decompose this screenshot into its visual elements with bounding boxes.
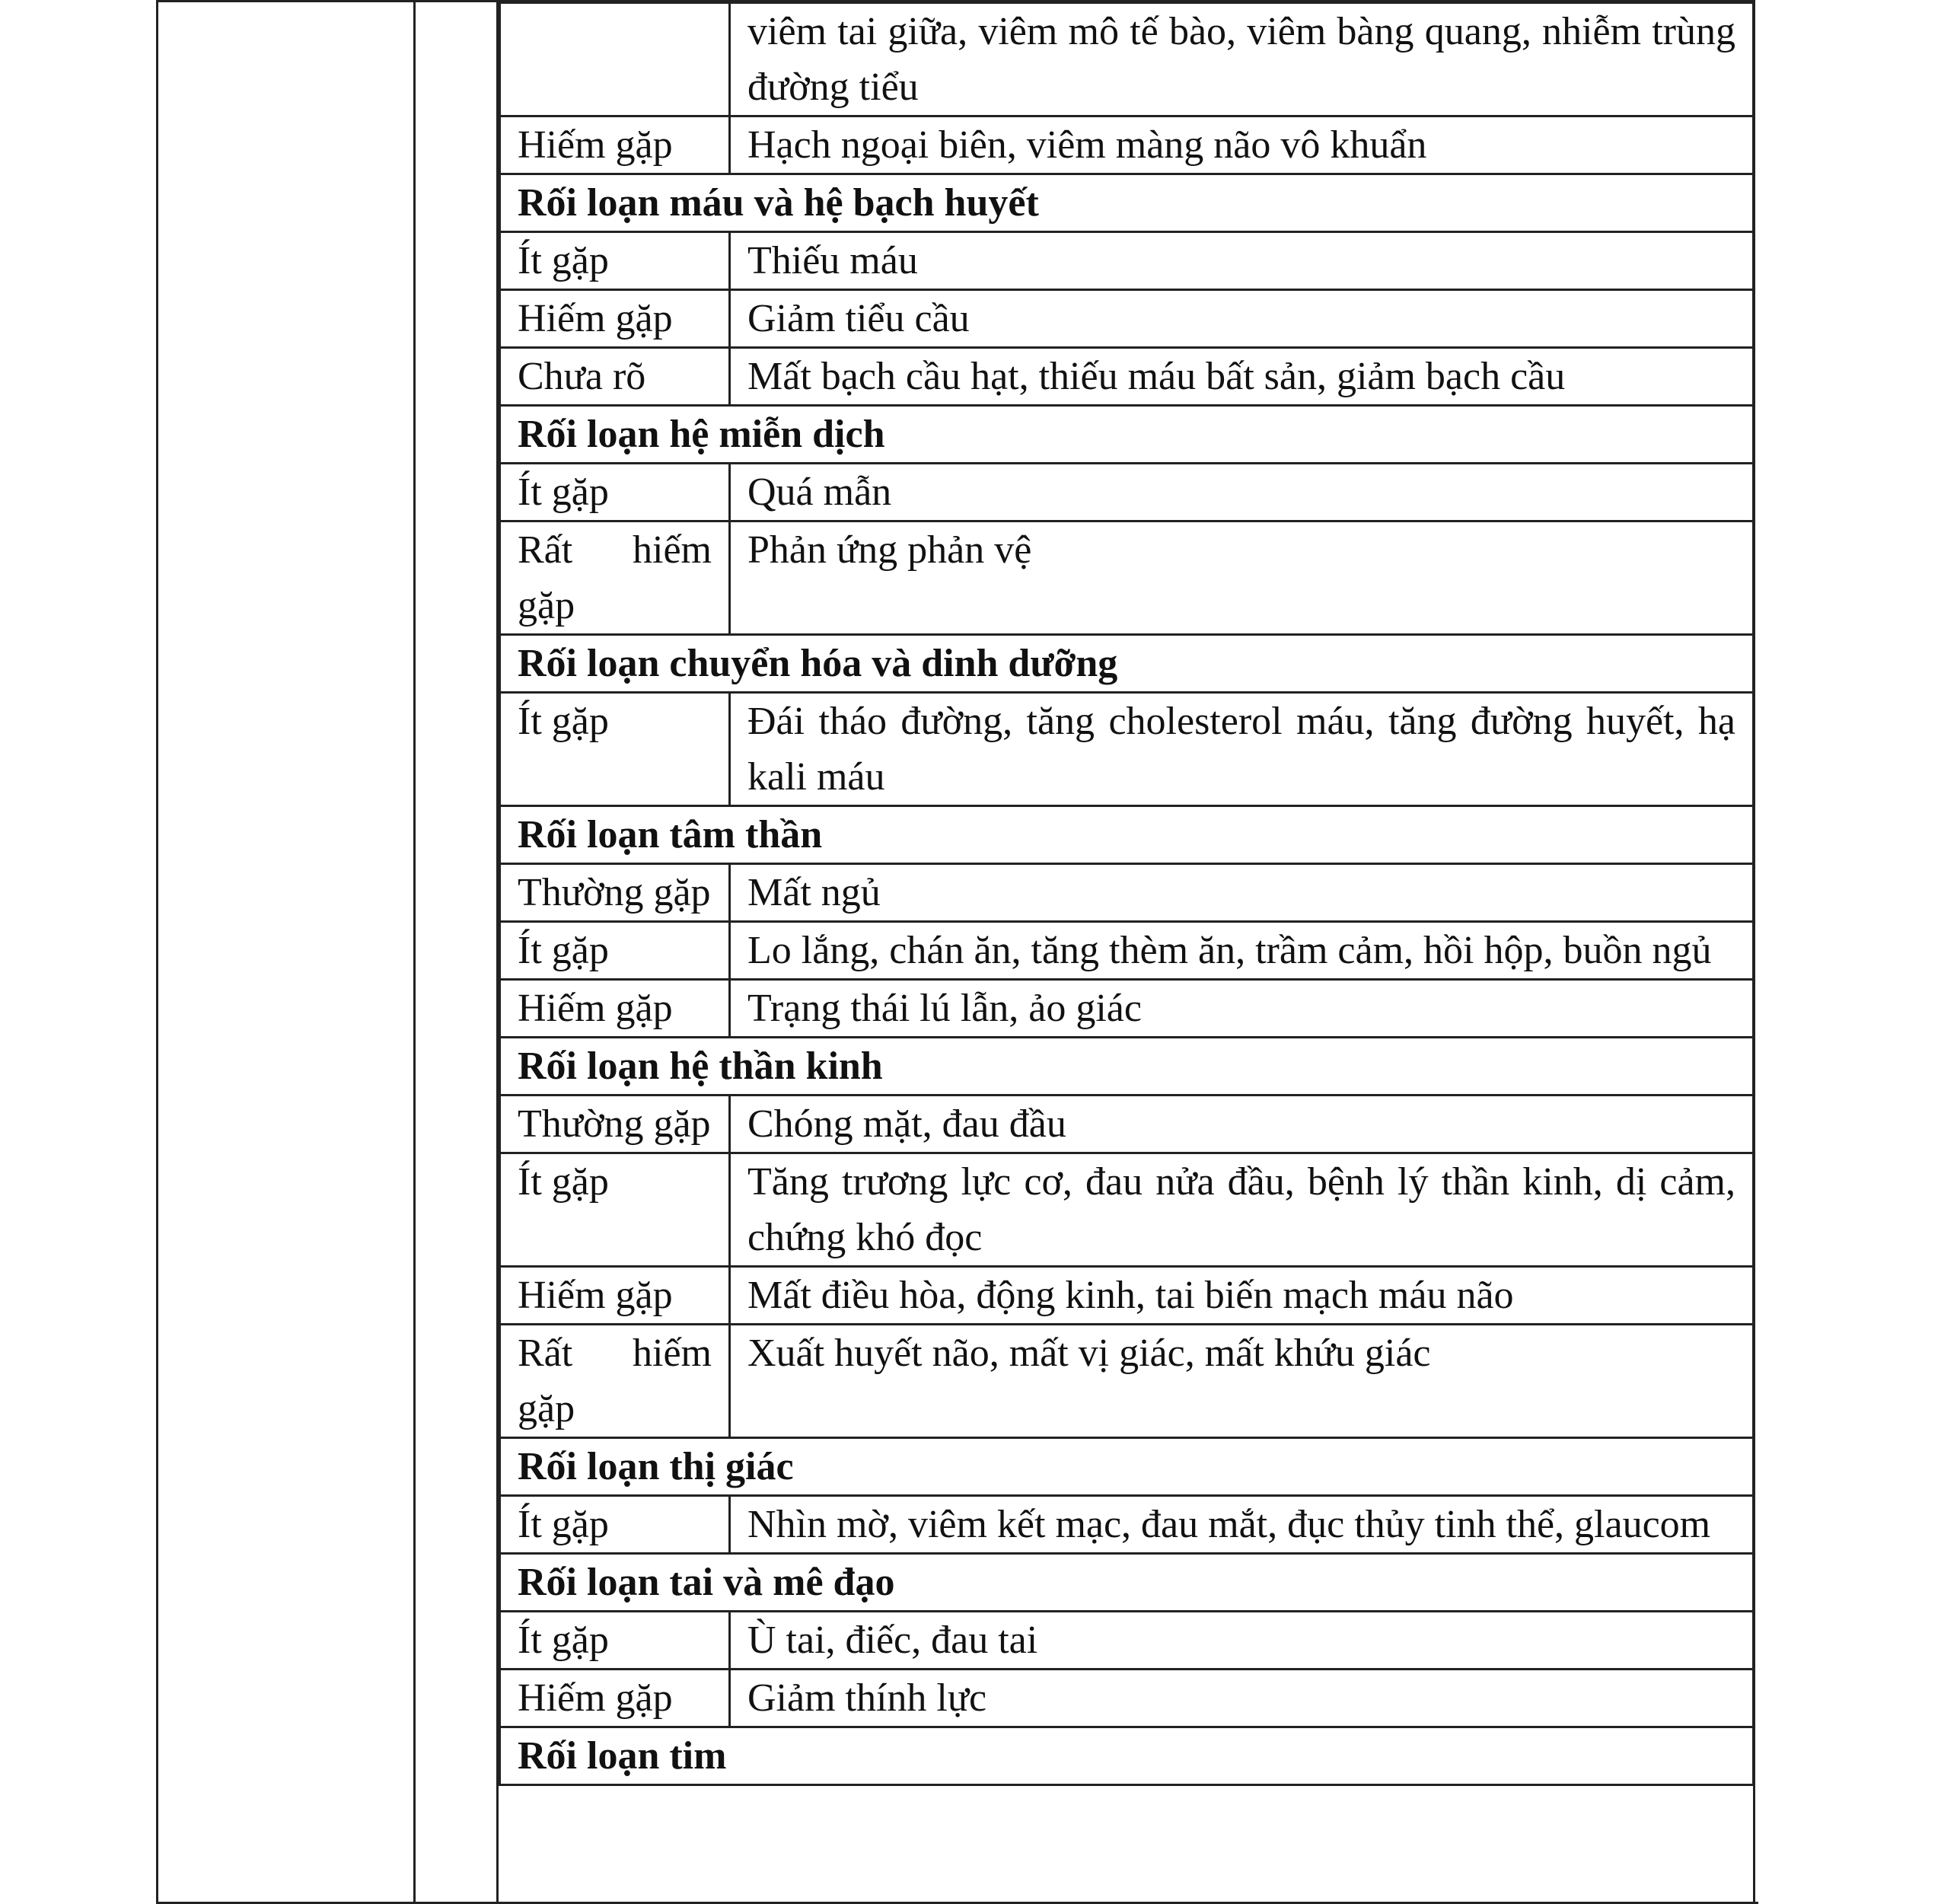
table-row [500, 521, 1754, 635]
frequency-cell: Ít gặp [500, 922, 730, 980]
section-header-row [500, 806, 1754, 864]
frequency-cell: Ít gặp [500, 693, 730, 806]
frequency-cell: Hiếm gặp [500, 116, 730, 174]
frequency-cell: Chưa rõ [500, 348, 730, 406]
frequency-cell: Rất hiếm gặp [500, 521, 730, 635]
table-row [500, 1267, 1754, 1325]
section-title: Rối loạn tim [500, 1727, 1754, 1785]
adverse-effects-table-body [500, 3, 1754, 1785]
frequency-cell: Ít gặp [500, 1612, 730, 1670]
frequency-cell: Ít gặp [500, 1153, 730, 1267]
adverse-effect-cell: Lo lắng, chán ăn, tăng thèm ăn, trầm cảm, hồi hộp, buồn ngủ [730, 922, 1754, 980]
frequency-cell: Thường gặp [500, 864, 730, 922]
section-header-row [500, 1727, 1754, 1785]
adverse-effect-cell: Hạch ngoại biên, viêm màng não vô khuẩn [730, 116, 1754, 174]
section-title: Rối loạn chuyển hóa và dinh dưỡng [500, 635, 1754, 693]
table-row [500, 1670, 1754, 1727]
adverse-effect-cell: Xuất huyết não, mất vị giác, mất khứu giác [730, 1325, 1754, 1438]
outer-table-left-border [156, 0, 158, 1904]
adverse-effect-cell: Tăng trương lực cơ, đau nửa đầu, bệnh lý thần kinh, dị cảm, chứng khó đọc [730, 1153, 1754, 1267]
section-header-row [500, 174, 1754, 232]
adverse-effect-cell: Mất bạch cầu hạt, thiếu máu bất sản, giảm bạch cầu [730, 348, 1754, 406]
adverse-effect-cell: Nhìn mờ, viêm kết mạc, đau mắt, đục thủy tinh thể, glaucom [730, 1496, 1754, 1554]
table-row [500, 1612, 1754, 1670]
table-row [500, 864, 1754, 922]
table-row [500, 348, 1754, 406]
frequency-cell: Rất hiếm gặp [500, 1325, 730, 1438]
adverse-effect-cell: Giảm tiểu cầu [730, 290, 1754, 348]
table-row [500, 693, 1754, 806]
adverse-effect-cell: Quá mẫn [730, 464, 1754, 521]
section-header-row [500, 1554, 1754, 1612]
adverse-effect-cell: Chóng mặt, đau đầu [730, 1096, 1754, 1153]
table-row [500, 232, 1754, 290]
section-header-row [500, 406, 1754, 464]
frequency-cell: Ít gặp [500, 1496, 730, 1554]
section-title: Rối loạn tai và mê đạo [500, 1554, 1754, 1612]
frequency-cell: Hiếm gặp [500, 980, 730, 1038]
adverse-effect-cell: Mất ngủ [730, 864, 1754, 922]
section-title: Rối loạn thị giác [500, 1438, 1754, 1496]
adverse-effect-cell: Giảm thính lực [730, 1670, 1754, 1727]
frequency-cell: Hiếm gặp [500, 1267, 730, 1325]
section-title: Rối loạn tâm thần [500, 806, 1754, 864]
table-row [500, 1496, 1754, 1554]
table-row [500, 290, 1754, 348]
frequency-cell: Hiếm gặp [500, 290, 730, 348]
adverse-effect-cell: viêm tai giữa, viêm mô tế bào, viêm bàng quang, nhiễm trùng đường tiểu [730, 3, 1754, 116]
section-title: Rối loạn máu và hệ bạch huyết [500, 174, 1754, 232]
table-row [500, 1153, 1754, 1267]
section-title: Rối loạn hệ thần kinh [500, 1038, 1754, 1096]
table-row [500, 3, 1754, 116]
section-header-row [500, 1438, 1754, 1496]
section-header-row [500, 635, 1754, 693]
adverse-effect-cell: Ù tai, điếc, đau tai [730, 1612, 1754, 1670]
frequency-cell: Ít gặp [500, 464, 730, 521]
table-row [500, 1325, 1754, 1438]
table-row [500, 980, 1754, 1038]
adverse-effect-cell: Đái tháo đường, tăng cholesterol máu, tăng đường huyết, hạ kali máu [730, 693, 1754, 806]
table-row [500, 116, 1754, 174]
section-title: Rối loạn hệ miễn dịch [500, 406, 1754, 464]
frequency-cell: Ít gặp [500, 232, 730, 290]
adverse-effect-cell: Thiếu máu [730, 232, 1754, 290]
table-row [500, 1096, 1754, 1153]
section-header-row [500, 1038, 1754, 1096]
adverse-effect-cell: Phản ứng phản vệ [730, 521, 1754, 635]
table-row [500, 464, 1754, 521]
outer-table-col2-border [413, 0, 416, 1904]
adverse-effect-cell: Trạng thái lú lẫn, ảo giác [730, 980, 1754, 1038]
table-row [500, 922, 1754, 980]
adverse-effect-cell: Mất điều hòa, động kinh, tai biến mạch máu não [730, 1267, 1754, 1325]
frequency-cell: Hiếm gặp [500, 1670, 730, 1727]
frequency-cell [500, 3, 730, 116]
adverse-effects-table [499, 2, 1755, 1786]
frequency-cell: Thường gặp [500, 1096, 730, 1153]
